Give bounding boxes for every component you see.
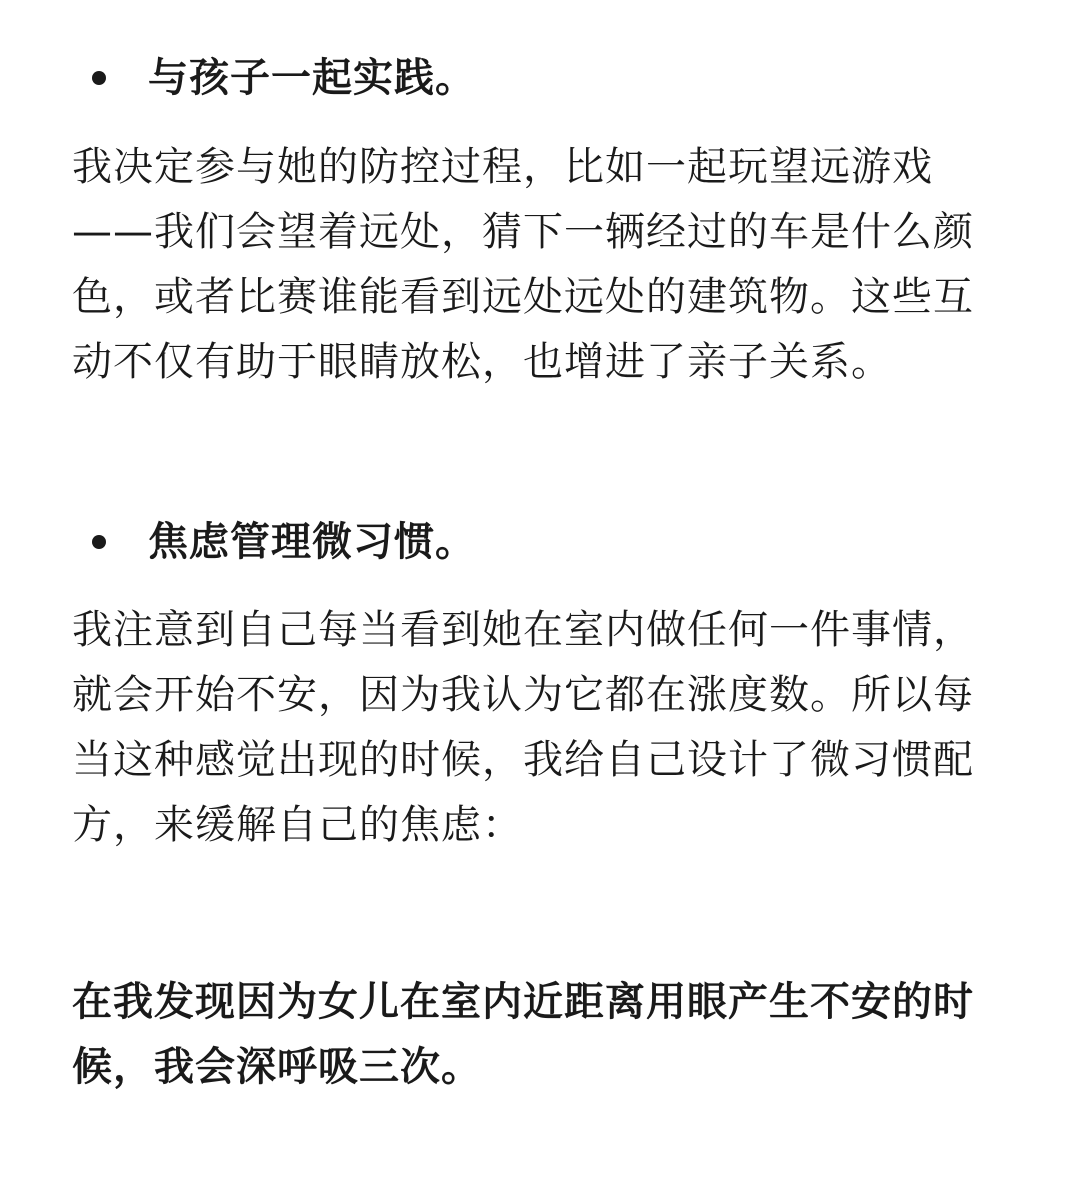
- section-heading-practice: [92, 46, 476, 110]
- bullet-dot-icon: [92, 71, 106, 85]
- closing-paragraph: 在我发现因为女儿在室内近距离用眼产生不安的时候，我会深呼吸三次。: [72, 979, 974, 1090]
- section-heading-anxiety: [92, 510, 476, 574]
- section-heading-text: 焦虑管理微习惯。: [148, 519, 476, 565]
- bullet-dot-icon: [92, 535, 106, 549]
- section-paragraph-practice: 我决定参与她的防控过程，比如一起玩望远游戏——我们会望着远处，猜下一辆经过的车是什么颜色，或者比赛谁能看到远处远处的建筑物。这些互动不仅有助于眼睛放松，也增进了亲子关系。: [72, 144, 974, 385]
- section-heading-text: 与孩子一起实践。: [148, 55, 476, 101]
- section-paragraph-anxiety: 我注意到自己每当看到她在室内做任何一件事情，就会开始不安，因为我认为它都在涨度数。所以每当这种感觉出现的时候，我给自己设计了微习惯配方，来缓解自己的焦虑：: [72, 607, 974, 848]
